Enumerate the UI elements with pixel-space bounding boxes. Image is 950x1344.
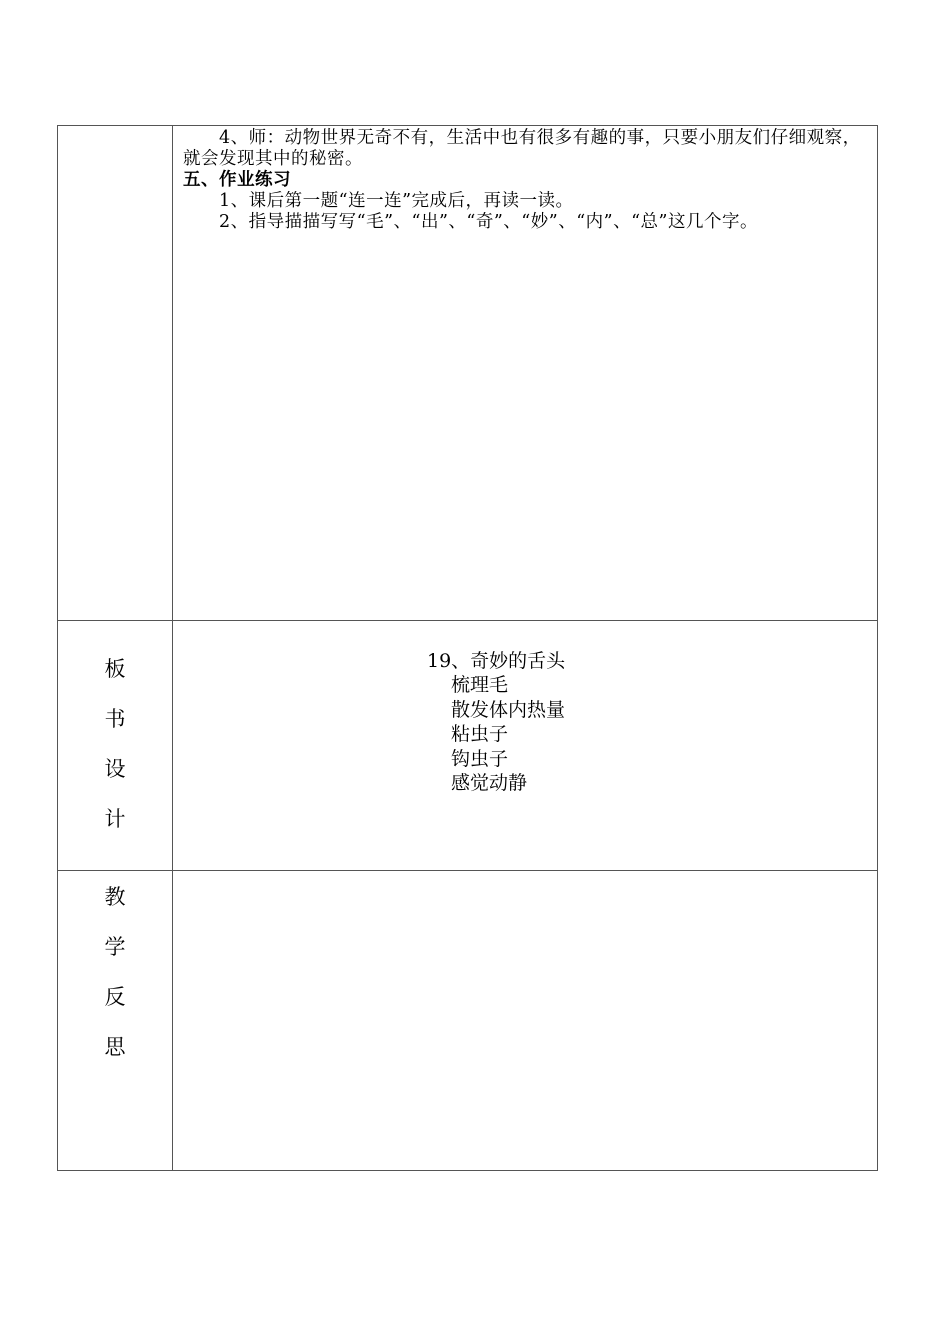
homework-item-2: 2、指导描描写写“毛”、“出”、“奇”、“妙”、“内”、“总”这几个字。 [219,212,758,232]
board-design-label-cell [58,621,173,871]
homework-item-1: 1、课后第一题“连一连”完成后，再读一读。 [219,191,574,211]
procedure-label-cell [58,126,173,621]
procedure-paragraph-4: 4、师：动物世界无奇不有，生活中也有很多有趣的事，只要小朋友们仔细观察，就会发现其中的秘密。 [183,128,861,169]
reflection-label-char: 教 [104,885,126,909]
board-label-char: 计 [104,807,126,831]
reflection-content-cell [173,871,878,1171]
lesson-plan-table [57,125,878,1171]
reflection-label-char: 学 [104,935,126,959]
board-item: 感觉动静 [451,772,528,794]
reflection-label-char: 反 [104,985,126,1009]
board-item: 散发体内热量 [451,698,566,721]
board-label-char: 书 [104,707,126,731]
board-label-char: 设 [104,757,126,781]
reflection-label-char: 思 [104,1035,126,1059]
board-item-list [451,673,565,796]
reflection-label [58,871,172,1085]
board-title: 19、奇妙的舌头 [427,650,566,672]
board-design-content-cell [173,621,878,871]
reflection-label-cell [58,871,173,1171]
homework-heading: 五、作业练习 [183,170,291,190]
board-item: 钩虫子 [451,747,509,770]
reflection-row [58,871,878,1171]
board-design-content [173,621,877,870]
board-design-label [58,621,172,857]
procedure-row [58,126,878,621]
board-label-char: 板 [104,657,126,681]
board-item: 梳理毛 [451,674,509,696]
board-design-row [58,621,878,871]
procedure-content-cell [173,126,878,621]
procedure-text [173,126,877,233]
board-item: 粘虫子 [451,723,509,745]
